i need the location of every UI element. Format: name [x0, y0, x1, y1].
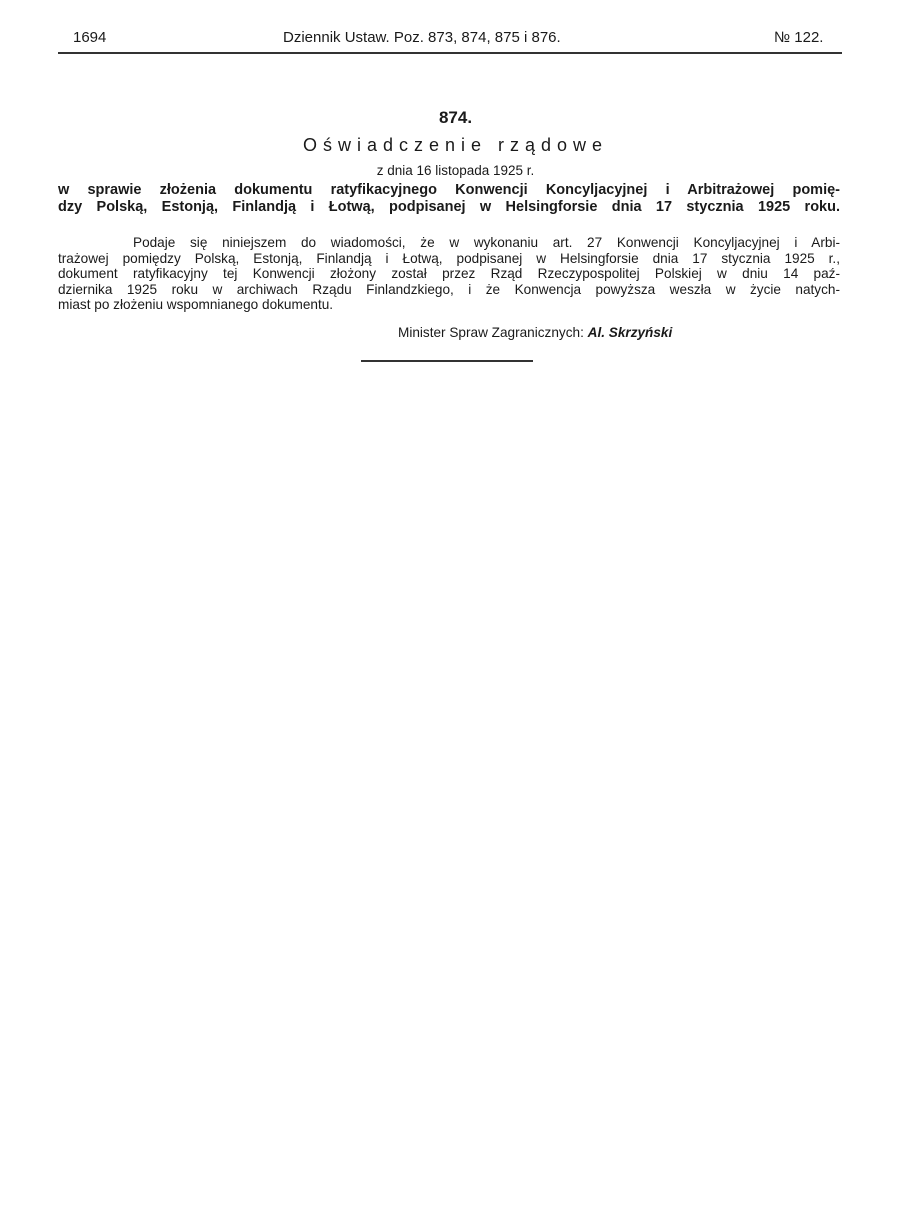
- document-title: Oświadczenie rządowe: [302, 135, 609, 155]
- body-line: dziernika 1925 roku w archiwach Rządu Finlandzkiego, i że Konwencja powyższa weszła w życie natych-: [58, 282, 840, 297]
- issue-number: № 122.: [774, 29, 824, 46]
- signature-name: Al. Skrzyński: [587, 325, 673, 340]
- closing-rule: [361, 360, 533, 362]
- body-line: trażowej pomiędzy Polską, Estonją, Finlandją i Łotwą, podpisanej w Helsingforsie dnia 17 stycznia 1925 r.,: [58, 251, 840, 266]
- signature: [398, 325, 672, 340]
- item-number: 874.: [438, 108, 473, 127]
- header-rule: [58, 52, 842, 54]
- signature-role: Minister Spraw Zagranicznych:: [398, 325, 584, 340]
- date-line: z dnia 16 listopada 1925 r.: [376, 163, 535, 178]
- journal-header: Dziennik Ustaw. Poz. 873, 874, 875 i 876.: [283, 29, 561, 46]
- subject-line: w sprawie złożenia dokumentu ratyfikacyjnego Konwencji Koncyljacyjnej i Arbitrażowej pomię-: [58, 182, 840, 198]
- page-number: 1694: [73, 29, 107, 46]
- subject-line: dzy Polską, Estonją, Finlandją i Łotwą, podpisanej w Helsingforsie dnia 17 stycznia 1925 roku.: [58, 199, 840, 215]
- body-line: dokument ratyfikacyjny tej Konwencji złożony został przez Rząd Rzeczypospolitej Polskiej w dniu 14 paź-: [58, 266, 840, 281]
- body-line: Podaje się niniejszem do wiadomości, że w wykonaniu art. 27 Konwencji Koncyljacyjnej i Arbi-: [133, 235, 840, 250]
- body-line: miast po złożeniu wspomnianego dokumentu.: [58, 297, 334, 312]
